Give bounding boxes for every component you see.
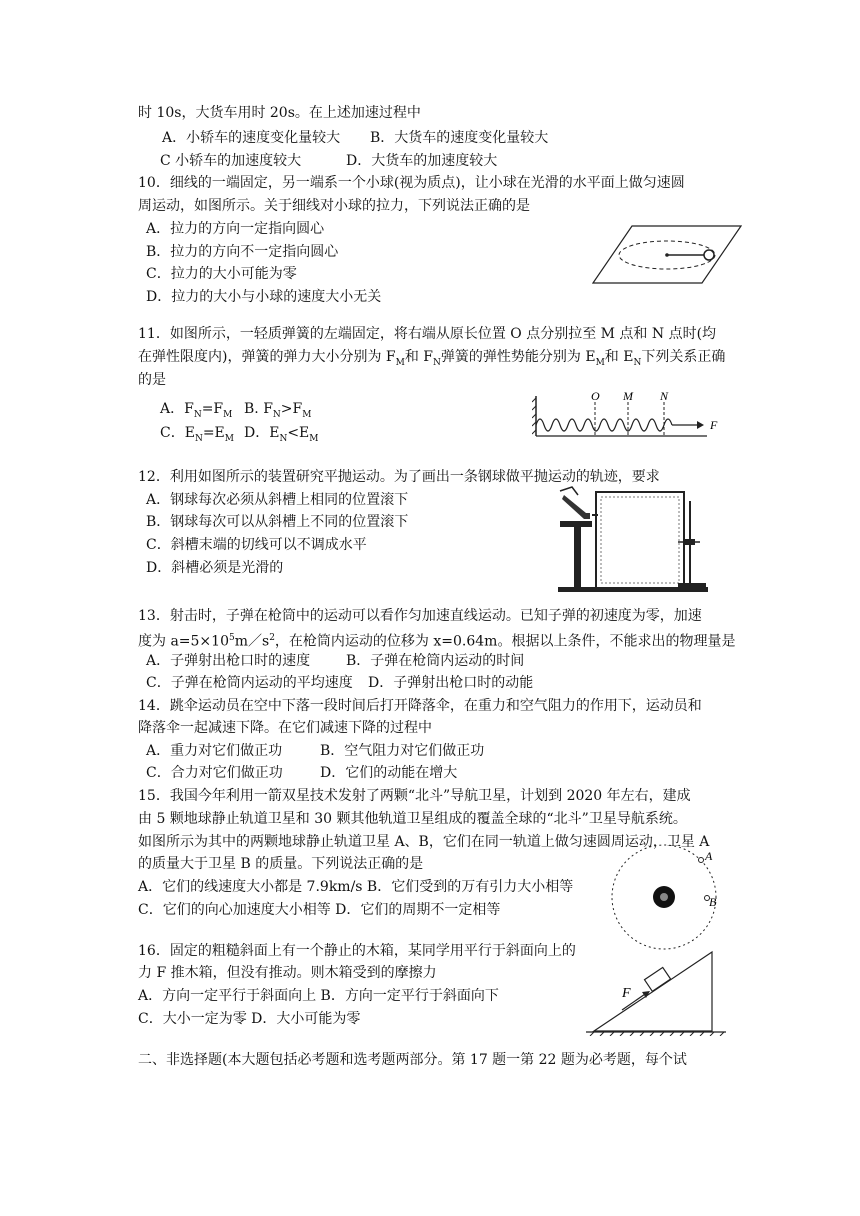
q10-option-a: A．拉力的方向一定指向圆心 [146,221,325,237]
q9-option-c: C 小轿车的加速度较大 [160,153,302,169]
q9-option-a: A．小轿车的速度变化量较大 [162,130,341,146]
q14-option-c: C．合力对它们做正功 [146,765,283,781]
q10-circular-motion-figure [592,225,742,285]
q16-stem-line1: 16．固定的粗糙斜面上有一个静止的木箱，某同学用平行于斜面向上的 [138,943,576,959]
q12-option-a: A．钢球每次必须从斜槽上相同的位置滚下 [146,492,409,508]
q13-stem-line1: 13．射击时，子弹在枪筒中的运动可以看作匀加速直线运动。已知子弹的初速度为零，加速 [138,608,702,624]
q15-stem-line2: 由 5 颗地球静止轨道卫星和 30 颗其他轨道卫星组成的覆盖全球的“北斗”卫星导航系统。 [138,811,687,827]
section-2-heading: 二、非选择题(本大题包括必考题和选考题两部分。第 17 题一第 22 题为必考题，每个试 [138,1052,687,1068]
q11-option-b: B. $F_N>F_M$ [244,401,312,420]
q15-options-ab: A．它们的线速度大小都是 7.9km/s B．它们受到的万有引力大小相等 [138,879,574,895]
q13-stem-line2: 度为 $a=5\times 10^5m/s^2$，在枪筒内运动的位移为 x=0.64m。根据以上条件，不能求出的物理量是 [138,633,736,650]
q11-label-n: N [660,389,669,403]
q10-option-c: C．拉力的大小可能为零 [146,266,297,282]
q11-label-f: F [710,418,718,432]
q11-stem-line1: 11．如图所示，一轻质弹簧的左端固定，将右端从原长位置 O 点分别拉至 M 点和 N 点时(均 [138,326,717,342]
q9-option-b: B．大货车的速度变化量较大 [370,130,549,146]
q12-option-c: C．斜槽末端的切线可以不调成水平 [146,537,367,553]
q15-options-cd: C．它们的向心加速度大小相等 D．它们的周期不一定相等 [138,902,501,918]
q13-option-b: B．子弹在枪筒内运动的时间 [346,653,525,669]
q10-option-d: D．拉力的大小与小球的速度大小无关 [146,289,382,305]
q15-stem-line3: 如图所示为其中的两颗地球静止轨道卫星 A、B，它们在同一轨道上做匀速圆周运动，卫星 A [138,834,710,850]
q9-continuation: 时 10s，大货车用时 20s。在上述加速过程中 [138,105,421,121]
q15-satellite-orbit-figure [604,842,734,954]
q16-stem-line2: 力 F 推木箱，但没有推动。则木箱受到的摩擦力 [138,965,437,981]
q12-stem: 12．利用如图所示的装置研究平抛运动。为了画出一条钢球做平抛运动的轨迹，要求 [138,469,660,485]
q12-option-d: D．斜槽必须是光滑的 [146,560,284,576]
q11-spring-figure [532,388,732,440]
q14-stem-line2: 降落伞一起减速下降。在它们减速下降的过程中 [138,720,432,736]
q11-label-m: M [623,389,633,403]
q11-option-d: D．$E_N<E_M$ [244,425,319,444]
q13-option-c: C．子弹在枪筒内运动的平均速度 [146,675,353,691]
q16-incline-figure [584,940,728,1036]
q11-stem-line3: 的是 [138,372,166,388]
q12-projectile-apparatus-figure [558,483,710,593]
q9-option-d: D．大货车的加速度较大 [346,153,498,169]
q15-stem-line1: 15．我国今年利用一箭双星技术发射了两颗“北斗”导航卫星，计划到 2020 年左右，建成 [138,788,691,804]
q11-label-o: O [591,389,600,403]
q14-option-b: B．空气阻力对它们做正功 [320,743,485,759]
q13-option-d: D．子弹射出枪口时的动能 [368,675,534,691]
q13-option-a: A．子弹射出枪口时的速度 [146,653,311,669]
q14-option-d: D．它们的动能在增大 [320,765,458,781]
q11-stem-line2: 在弹性限度内)，弹簧的弹力大小分别为 $F_M$和 $F_N$弹簧的弹性势能分别为 $E_M$和 $E_N$下列关系正确 [138,349,726,368]
q16-options-cd: C．大小一定为零 D．大小可能为零 [138,1011,361,1027]
q14-option-a: A．重力对它们做正功 [146,743,283,759]
q11-option-c: C．$E_N=E_M$ [160,425,234,444]
q10-option-b: B．拉力的方向不一定指向圆心 [146,244,339,260]
q16-label-f: F [622,986,631,1001]
q15-label-b: B [709,895,717,909]
q12-option-b: B．钢球每次可以从斜槽上不同的位置滚下 [146,514,409,530]
q15-label-a: A [705,849,713,863]
q11-option-a: A．$F_N=F_M$ [160,401,233,420]
q15-stem-line4: 的质量大于卫星 B 的质量。下列说法正确的是 [138,856,424,872]
q10-stem-line2: 周运动，如图所示。关于细线对小球的拉力，下列说法正确的是 [138,198,530,214]
q10-stem-line1: 10．细线的一端固定，另一端系一个小球(视为质点)，让小球在光滑的水平面上做匀速圆 [138,175,685,191]
q14-stem-line1: 14．跳伞运动员在空中下落一段时间后打开降落伞，在重力和空气阻力的作用下，运动员和 [138,698,702,714]
q16-options-ab: A．方向一定平行于斜面向上 B．方向一定平行于斜面向下 [138,988,499,1004]
